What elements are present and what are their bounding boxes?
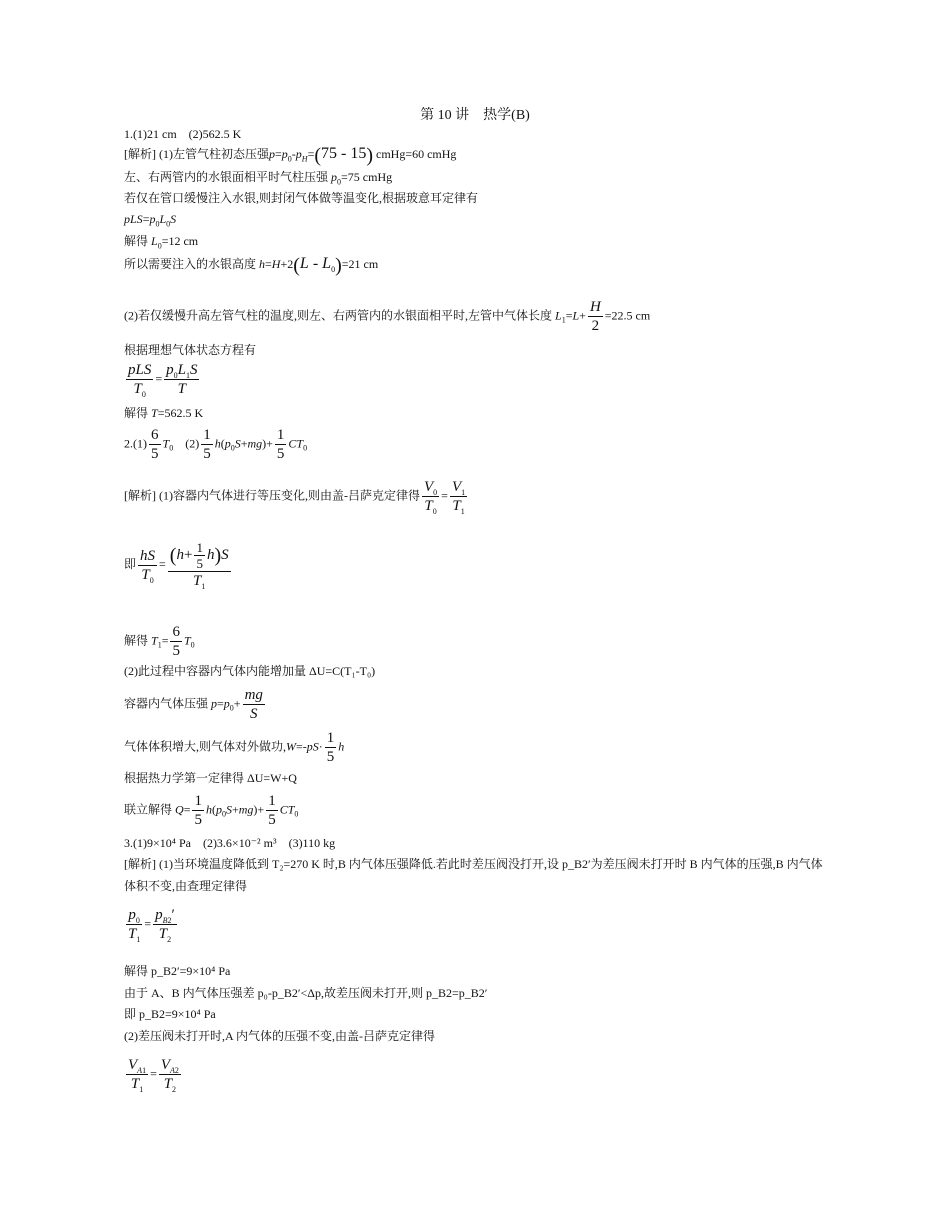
q3-equation-1: $\frac{p_0}{T_1}$ = $\frac{p_{B2}'}{T_2}$ — [128, 907, 175, 944]
q1-line-6: 所以需要注入的水银高度 $h=H+2(L - L_0)=21$ cm — [124, 254, 379, 277]
page-title: 第 10 讲 热学(B) — [420, 108, 530, 123]
q3-line-1: [解析] (1)当环境温度降低到 T₂=270 K 时,B 内气体压强降低.若此时差压阀没打开,设 p_B2′为差压阀未打开时 B 内气体的压强,B 内气体体积不变,由查理定律得 — [124, 857, 823, 893]
q2-line-1: [解析] (1)容器内气体进行等压变化,则由盖-吕萨克定律得 $\frac{V_0}{T_0}$ = $\frac{V_1}{T_1}$ — [124, 479, 466, 516]
q3-line-5: 即 p_B2=9×10⁴ Pa — [124, 1007, 216, 1021]
q3-line-4: 由于 A、B 内气体压强差 p₀-p_B2′<Δp,故差压阀未打开,则 p_B2=p_B2′ — [124, 986, 488, 1000]
q2-line-5: 容器内气体压强 $p=p_0+$ $\frac{mg}{S}$ — [124, 687, 263, 722]
q3-line-6: (2)差压阀未打开时,A 内气体的压强不变,由盖-吕萨克定律得 — [124, 1029, 435, 1043]
q1-line-7: (2)若仅缓慢升高左管气柱的温度,则左、右两管内的水银面相平时,左管中气体长度 $L_1=L+$ $\frac{H}{2}$ =22.5 cm — [124, 299, 651, 334]
q1-line-1: [解析] (1)左管气柱初态压强$p=p_0-p_H=(75 - 15)$ cmHg=60 cmHg — [124, 144, 457, 167]
q1-line-5: 解得 $L_0=12$ cm — [124, 234, 199, 251]
q1-equation: $\frac{\text{pLS}}{T_0}$ = $\frac{p_0L_1S}{T}$ — [128, 362, 198, 399]
q1-line-4: $pLS=p_0L_0S$ — [124, 212, 177, 229]
q1-line-2: 左、右两管内的水银面相平时气柱压强 $p_0=75$ cmHg — [124, 170, 393, 187]
q2-line-6: 气体体积增大,则气体对外做功,W=-pS· $\frac{1}{5}$ h — [124, 730, 345, 765]
q2-line-8: 联立解得 Q= $\frac{1}{5}$ $h(p_0S+mg)+$ $\frac{1}{5}$ $CT_0$ — [124, 793, 299, 828]
q1-line-3: 若仅在管口缓慢注入水银,则封闭气体做等温变化,根据玻意耳定律有 — [124, 191, 479, 205]
q1-line-8: 根据理想气体状态方程有 — [124, 343, 257, 357]
q3-line-3: 解得 p_B2′=9×10⁴ Pa — [124, 964, 231, 978]
q1-answer: 1.(1)21 cm (2)562.5 K — [124, 127, 242, 141]
q3-answer: 3.(1)9×10⁴ Pa (2)3.6×10⁻² m³ (3)110 kg — [124, 836, 336, 850]
q2-line-4: (2)此过程中容器内气体内能增加量 ΔU=C(T₁-T₀) — [124, 664, 376, 678]
q2-line-2: 即 $\frac{hS}{T_0}$ = (h+ $\frac{1}{5}$ h)S $T_1$ — [124, 540, 229, 591]
q3-equation-2: $\frac{V_{A1}}{T_1}$ = $\frac{V_{A2}}{T_2}$ — [128, 1057, 179, 1094]
q2-line-7: 根据热力学第一定律得 ΔU=W+Q — [124, 771, 297, 785]
q2-line-3: 解得 $T_1=$ $\frac{6}{5}$ $T_0$ — [124, 624, 195, 659]
q2-answer: 2.(1) $\frac{6}{5}$ $T_0$ (2) $\frac{1}{5}$ $h(p_0S+mg)+$ $\frac{1}{5}$ $CT_0$ — [124, 427, 308, 462]
q1-line-10: 解得 T=562.5 K — [124, 406, 204, 420]
